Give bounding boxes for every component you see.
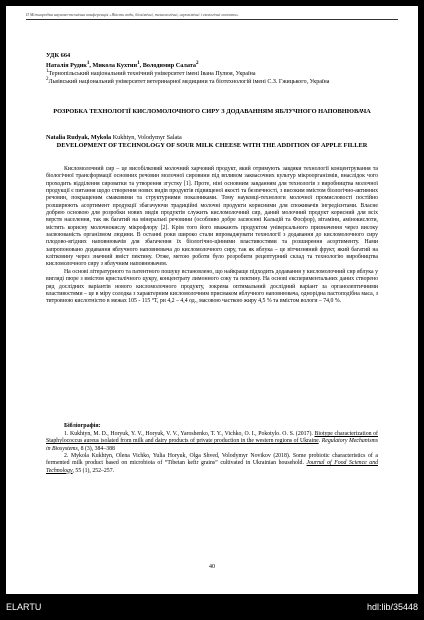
udc-code: УДК 664 [46,52,71,59]
reference-2 [46,453,378,475]
reference-2-tail: , 55 (1), 252–257. [72,467,115,474]
author-1: Наталія Рудик [46,62,87,70]
author-2-sup: 1 [137,60,140,66]
affiliation-1-sup: 1 [46,69,49,74]
authors-en-part-2: Kukhtyn, Volodymyr Salata [111,134,182,141]
bibliography-heading: Бібліографія: [64,423,101,429]
affiliation-2-sup: 2 [46,77,49,82]
authors-en [46,134,182,141]
reference-1 [46,431,378,453]
body-paragraph-1: Кисломолочний сир – це висобілковий молочний харчовий продукт, який отримують завдяки технології концентрування та біологічної трансформації основних речовин молочної сировини під впливом заквасочних культур мікроорганізмів, внаслідок чого проходить відділення сироватки та утворення згустку [1]. Проте, ніні основним завданням для технологів з виробництва молочної продукції є питання щодо створення нових видів продуктів підвищеної якості та безпечності, з високим вмістом біологічно-активних речовин, покращеним смаковими та структурними показниками. Тому науковці-технологи молочної промисловості постійно розширюють асортимент продукції збагачуючи традиційні молочні продукти корисними для споживачів інгредієнтами. Власне добрею основою для розробки нових видів продуктів служить кисломолочний сир, даний молочний продукт корисний для всіх верств населення, так як багатий на мінеральні речовини (особливо добре засвоєнні Кальцій та Фосфор), вітаміни, амінокислоти, містить корисну молочнокислу мікрофлору [2]. Крім того його вважають продуктом універсального призначення через високу засвоюваність організмом людини. В останні роки широко стали впроваджувати технології з додавання до кисломолочного сиру плодово-ягідних наповнювачів для збагачення їх біологічно-цінними властивостями та розширення асортименту. Нами запропоновано додавання яблучного наповнювача до кисломолочного сиру, так як яблука – це вітчизняний фрукт, який багатий на клітковину через значний вміст пектину. Отже, метою роботи було розробити рецептурний склад та технологію виробництва кисломолочного сиру з яблучним наповнювачем. [46,166,378,268]
body-text [46,166,378,306]
affiliation-2 [46,76,386,87]
author-3: , Володимир Салата [139,62,196,70]
conference-header: ІІ Міжнародна науково-технічна конференція «Якість води, біохімічні, технологічні, агрохімічні і екологічні аспекти» [26,12,398,20]
reference-1-link[interactable]: Biotype characterization of Staphylococcus aureus isolated from milk and dairy products of private production in the western regions of Ukraine [46,431,378,445]
affiliation-1-text: Тернопільський національний технічний університет імені Івана Пулюя, Україна [48,71,256,77]
reference-1-separator: . [318,438,322,445]
footer-handle: hdl:lib/35448 [366,602,418,612]
affiliation-2-text: Львівський національний університет ветеринарної медицини та біотехнологій імені С.З. Гжицького, Україна [48,79,330,85]
reference-1-journal: Regulatory Mechanisms in Biosystems [46,438,378,452]
reference-2-text: 2. Mykola Kukhtyn, Olena Vichko, Yulia Horyuk, Olga Shved, Volodymyr Novikov (2018). Some probiotic characteristics of a fermented milk product based on microbiota of “Tibetan kefir grains” cultivated in Ukrainian household. [46,453,378,467]
reference-1-text: 1. Kukhtyn, M. D., Horyuk, Y. V., Horyuk, V. V., Yaroshenko, T. Y., Vichko, O. I., Pokotylo. O. S. (2017). [64,431,315,437]
author-1-sup: 1 [86,60,90,66]
page-number: 40 [209,564,215,570]
reference-1-tail: , 8 (3), 384–388 [77,445,115,452]
author-2: , Микола Кухтин [89,62,138,70]
footer-repository-label: ELARTU [6,602,42,612]
title-english: DEVELOPMENT OF TECHNOLOGY OF SOUR MILK CHEESE WITH THE ADDITION OF APPLE FILLER [56,142,368,149]
document-page [6,6,418,594]
body-paragraph-2: На основі літературного та патентного пошуку встановлено, що найкраще підходить додавання у кисломолочний сир яблука у вигляді пюре з вмістом кристалічного цукру, концентрату лимонного соку та пектину. На основі експериментальних даних створено ряд дослідних варіантів нового кисломолочного продукту, зокрема оптимальний дослідний варіант за органолептичними властивостями – це в міру солодка з характерним кисломолочним присмаком яблучного наповнювача, однорідна пастоподібна маса, з титровною кислотністю в межах 105 - 115 °Т, рн 4,2 – 4,4 од., масовою часткою жиру 4,5 % та вмістом вологи – 74,0 %. [46,268,378,305]
reference-2-journal-link[interactable]: Journal of Food Science and Technology [46,460,378,474]
references-list [46,431,378,475]
title-ukrainian: РОЗРОБКА ТЕХНОЛОГІЇ КИСЛОМОЛОЧНОГО СИРУ З ДОДАВАННЯМ ЯБЛУЧНОГО НАПОВНЮВАЧА [53,108,371,115]
authors-en-part-1: Natalia Rudyak, Mykola [46,134,112,141]
footer-bar [0,596,424,620]
author-3-sup: 2 [195,60,199,66]
